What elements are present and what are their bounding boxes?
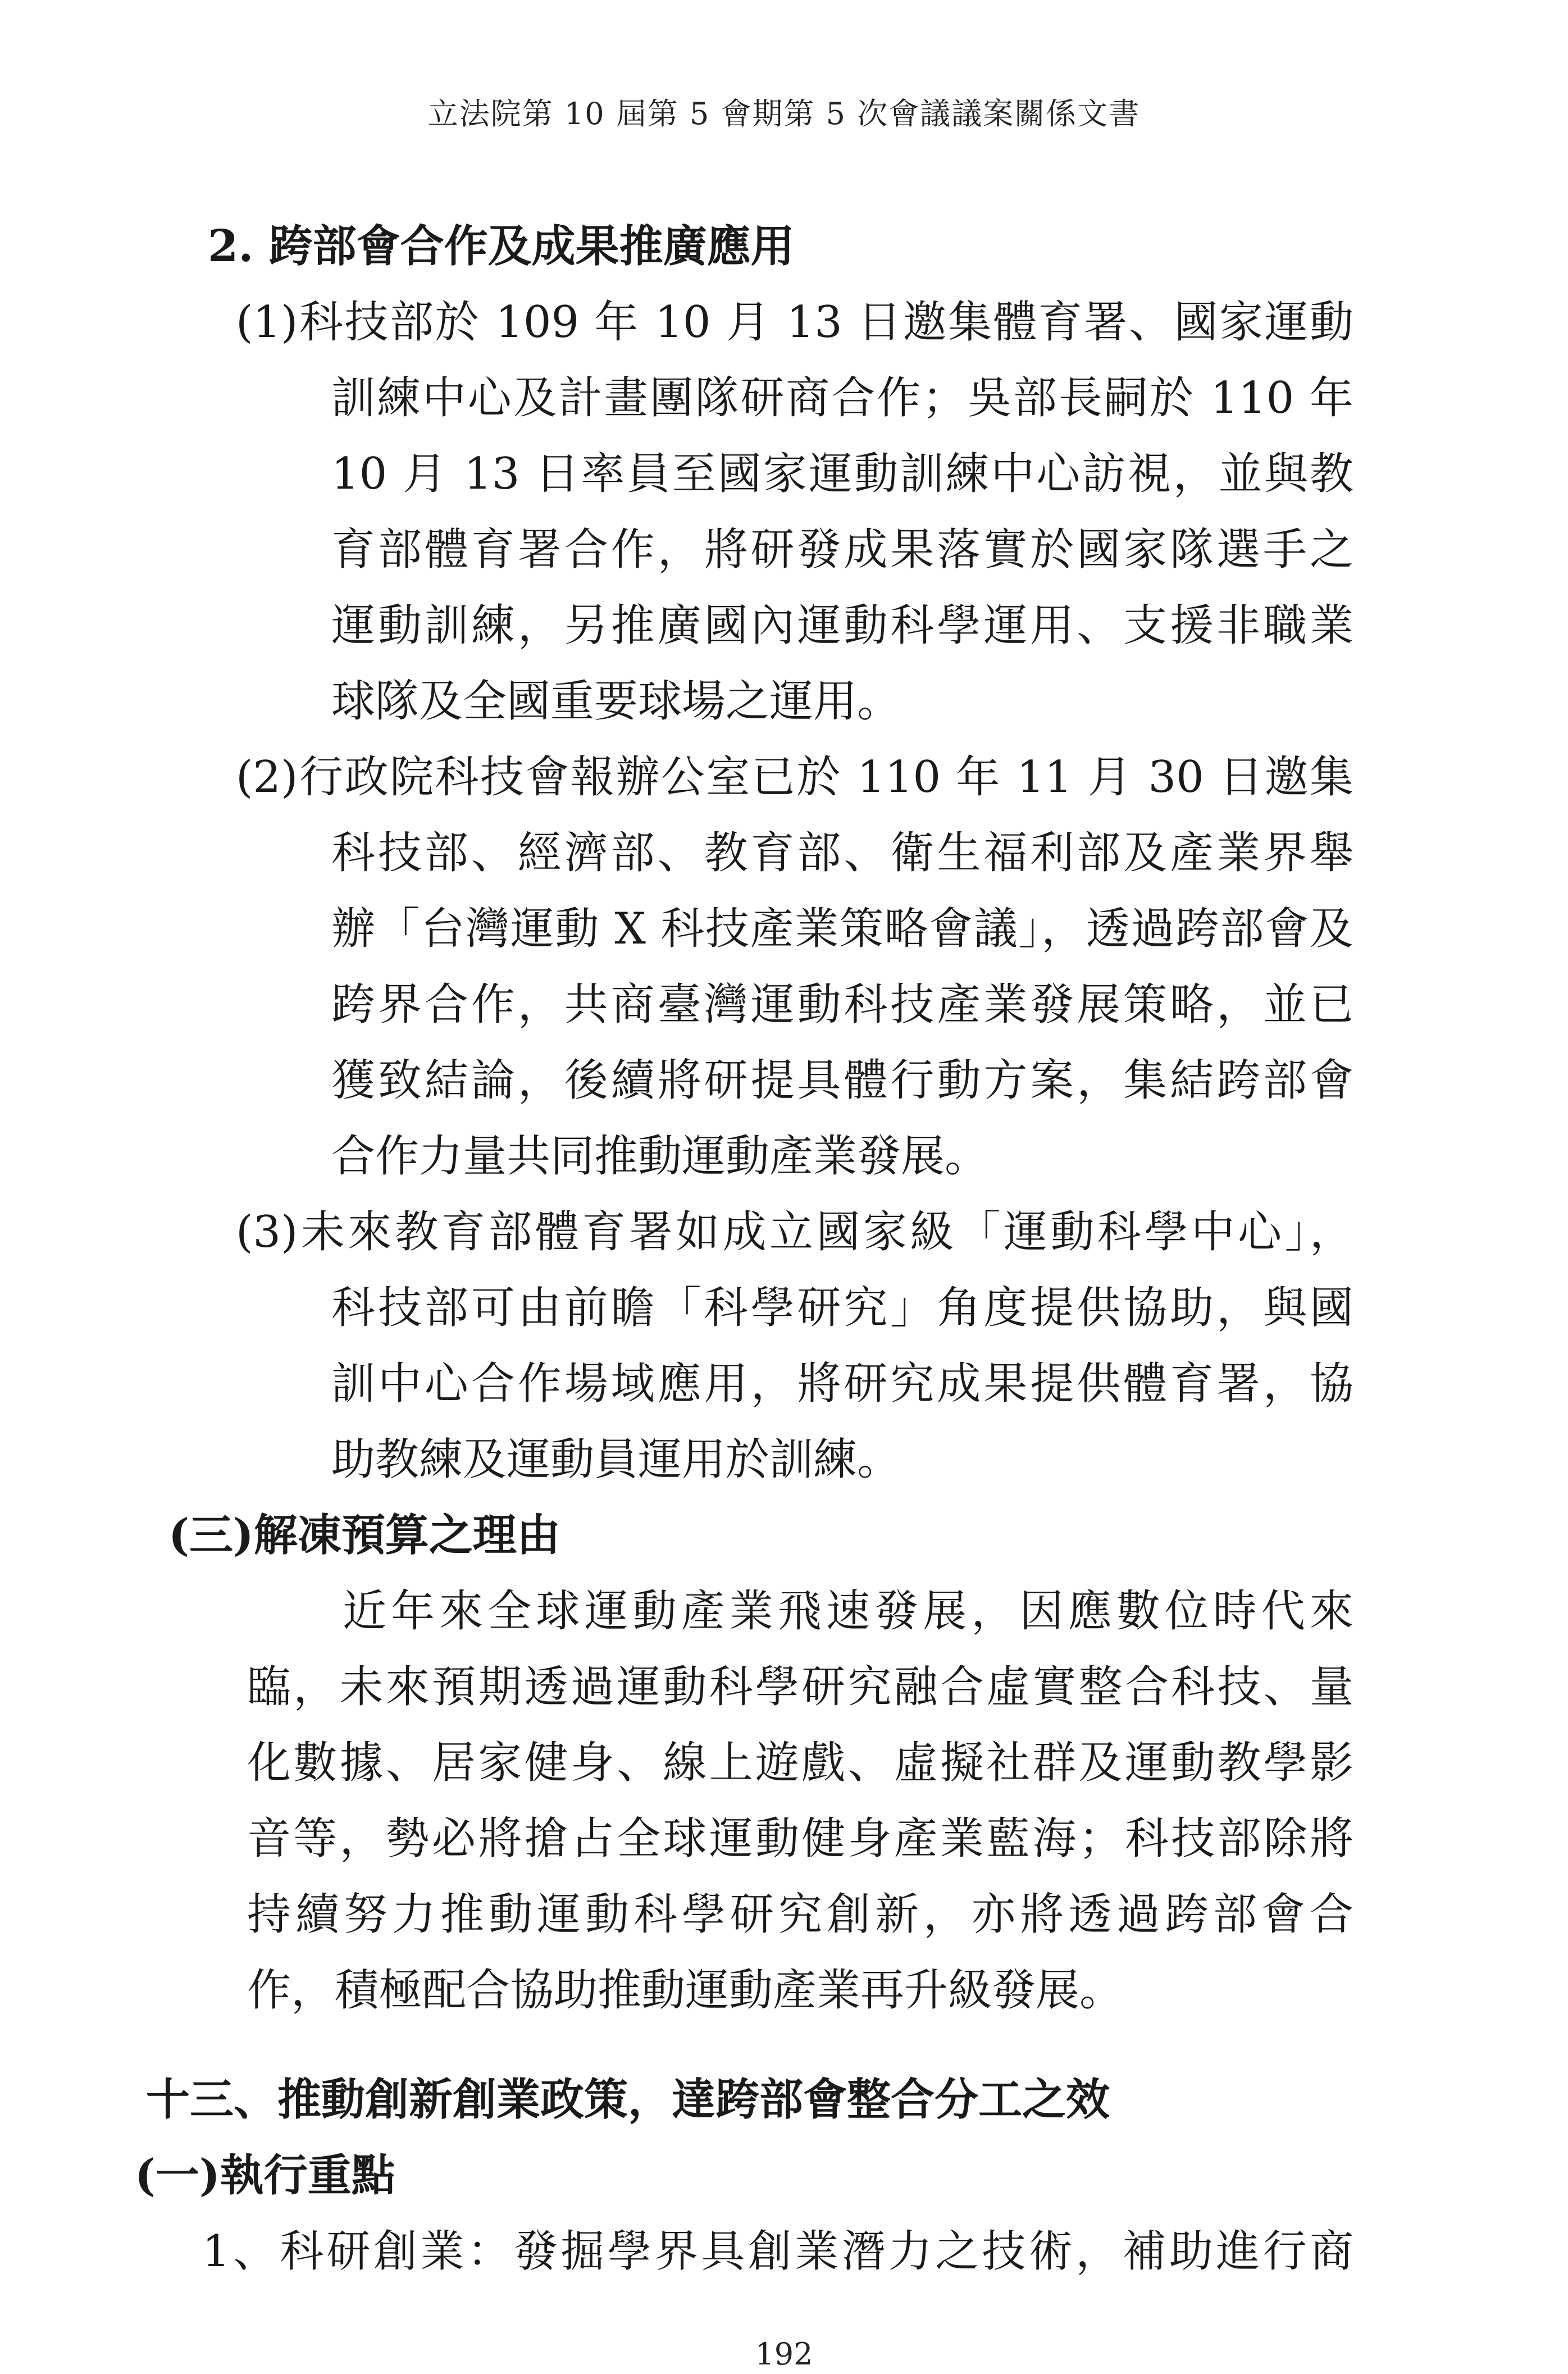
paragraph-line: 訓練中心及計畫團隊研商合作；吳部長嗣於 110 年: [331, 373, 1353, 423]
paragraph-line: 臨，未來預期透過運動科學研究融合虛實整合科技、量: [247, 1662, 1353, 1712]
subsection-heading: (一)執行重點: [135, 2150, 395, 2201]
paragraph-line: 辦「台灣運動 X 科技產業策略會議」，透過跨部會及: [331, 904, 1353, 954]
paragraph-line: 訓中心合作場域應用，將研究成果提供體育署，協: [331, 1359, 1353, 1409]
section-heading: (三)解凍預算之理由: [168, 1510, 560, 1561]
paragraph-line: 助教練及運動員運用於訓練。: [331, 1434, 901, 1485]
paragraph-line: 獲致結論，後續將研提具體行動方案，集結跨部會: [331, 1055, 1353, 1106]
document-header: 立法院第 10 屆第 5 會期第 5 次會議議案關係文書: [427, 96, 1141, 131]
paragraph-line: 跨界合作，共商臺灣運動科技產業發展策略，並已: [331, 979, 1353, 1030]
paragraph-line: 近年來全球運動產業飛速發展，因應數位時代來: [343, 1586, 1353, 1637]
paragraph-line: 科技部可由前瞻「科學研究」角度提供協助，與國: [331, 1283, 1353, 1333]
paragraph-line: 化數據、居家健身、線上遊戲、虛擬社群及運動教學影: [247, 1738, 1353, 1788]
section-heading: 2. 跨部會合作及成果推廣應用: [208, 221, 795, 272]
paragraph-line: 1、科研創業：發掘學界具創業潛力之技術，補助進行商: [202, 2226, 1353, 2277]
paragraph-line: (2)行政院科技會報辦公室已於 110 年 11 月 30 日邀集: [236, 752, 1353, 803]
paragraph-line: 音等，勢必將搶占全球運動健身產業藍海；科技部除將: [247, 1813, 1353, 1864]
paragraph-line: (1)科技部於 109 年 10 月 13 日邀集體育署、國家運動: [236, 297, 1353, 348]
paragraph-line: 持續努力推動運動科學研究創新，亦將透過跨部會合: [247, 1889, 1353, 1940]
paragraph-line: 作，積極配合協助推動運動產業再升級發展。: [247, 1965, 1124, 2016]
paragraph-line: 育部體育署合作，將研發成果落實於國家隊選手之: [331, 525, 1353, 575]
chapter-heading: 十三、推動創新創業政策，達跨部會整合分工之效: [146, 2074, 1110, 2125]
page-number: 192: [755, 2336, 813, 2372]
paragraph-line: 10 月 13 日率員至國家運動訓練中心訪視，並與教: [331, 449, 1353, 499]
paragraph-line: 球隊及全國重要球場之運用。: [331, 676, 901, 727]
paragraph-line: 運動訓練，另推廣國內運動科學運用、支援非職業: [331, 600, 1353, 651]
paragraph-line: 合作力量共同推動運動產業發展。: [331, 1131, 989, 1182]
paragraph-line: 科技部、經濟部、教育部、衛生福利部及產業界舉: [331, 828, 1353, 878]
paragraph-line: (3)未來教育部體育署如成立國家級「運動科學中心」，: [236, 1207, 1353, 1257]
